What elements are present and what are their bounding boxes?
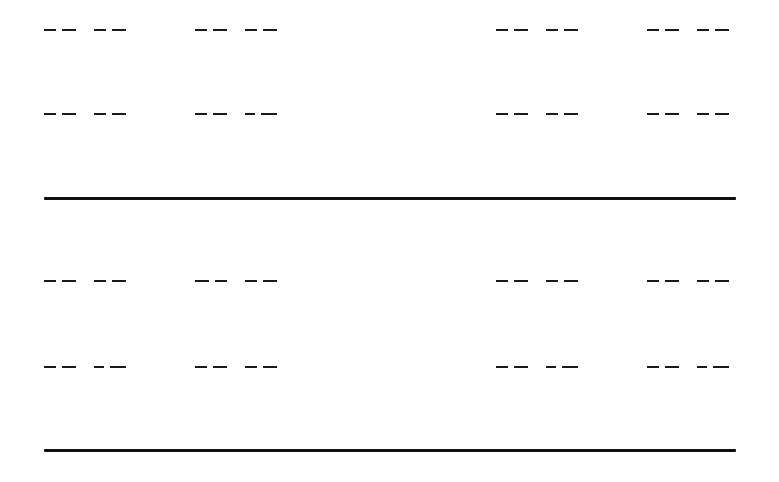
placeholder-cell (195, 27, 227, 33)
placeholder-cell (245, 278, 277, 284)
placeholder-cell (546, 278, 578, 284)
placeholder-cell (245, 111, 277, 117)
section-divider (44, 449, 736, 452)
placeholder-cell (647, 278, 679, 284)
placeholder-cell (496, 278, 528, 284)
placeholder-cell (697, 364, 729, 370)
placeholder-cell (195, 278, 227, 284)
placeholder-cell (496, 364, 528, 370)
placeholder-cell (94, 364, 126, 370)
placeholder-cell (546, 111, 578, 117)
placeholder-cell (44, 111, 76, 117)
placeholder-cell (44, 364, 76, 370)
placeholder-cell (496, 27, 528, 33)
placeholder-cell (697, 278, 729, 284)
placeholder-cell (496, 111, 528, 117)
placeholder-cell (546, 27, 578, 33)
placeholder-cell (44, 27, 76, 33)
placeholder-cell (44, 278, 76, 284)
placeholder-cell (647, 364, 679, 370)
placeholder-cell (94, 278, 126, 284)
placeholder-cell (195, 111, 227, 117)
placeholder-cell (94, 27, 126, 33)
placeholder-cell (94, 111, 126, 117)
placeholder-cell (245, 364, 277, 370)
placeholder-cell (697, 111, 729, 117)
placeholder-cell (647, 27, 679, 33)
placeholder-cell (697, 27, 729, 33)
placeholder-cell (647, 111, 679, 117)
placeholder-cell (546, 364, 578, 370)
placeholder-cell (245, 27, 277, 33)
section-divider (44, 197, 736, 200)
placeholder-cell (195, 364, 227, 370)
